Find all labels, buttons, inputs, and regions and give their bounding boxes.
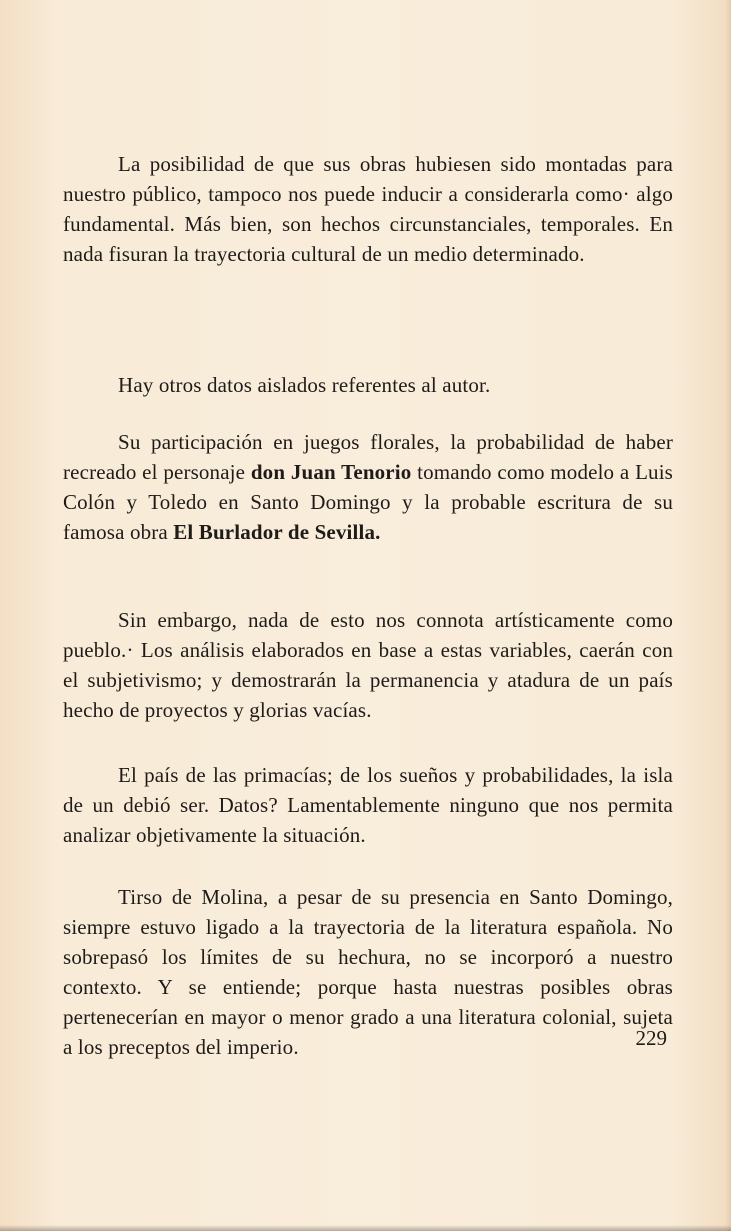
page-edge-shadow-bottom (0, 1225, 731, 1231)
paragraph-3 (63, 427, 673, 547)
paragraph-1 (63, 149, 673, 269)
paragraph-4 (63, 605, 673, 725)
paragraph-3-part-c: tomando como modelo a Luis Colón y Toledo en Santo Domingo y la probable escritura de su famosa obra (63, 460, 674, 544)
paragraph-3-text (63, 427, 673, 547)
page-number: 229 (635, 1026, 667, 1050)
paragraph-5-text: El país de las primacías; de los sueños y probabilidades, la isla de un debió ser. Datos? Lamentablemente ninguno que nos permita analizar objetivamente la situación. (63, 763, 673, 847)
paragraph-5 (63, 760, 673, 850)
paragraph-2 (63, 370, 673, 400)
paragraph-6 (63, 882, 673, 1062)
paragraph-3-part-a: Su participación en juegos florales, la probabilidad de haber recreado el personaje (63, 430, 673, 484)
bold-title-el-burlador-de-sevilla: El Burlador de Sevilla. (173, 520, 381, 544)
paragraph-4-text: Sin embargo, nada de esto nos connota artísticamente como pueblo.· Los análisis elaborados en base a estas variables, caerán con el subjetivismo; y demostrarán la permanencia y atadura de un país hecho de proyectos y glorias vacías. (63, 608, 673, 722)
paragraph-2-text: Hay otros datos aislados referentes al autor. (118, 373, 491, 397)
paragraph-6-text: Tirso de Molina, a pesar de su presencia en Santo Domingo, siempre estuvo ligado a la trayectoria de la literatura española. No sobrepasó los límites de su hechura, no se incorporó a nuestro contexto. Y se entiende; porque hasta nuestras posibles obras pertenecerían en mayor o menor grado a una literatura colonial, sujeta a los preceptos del imperio. (63, 885, 673, 1059)
bold-title-don-juan-tenorio: don Juan Tenorio (250, 460, 412, 484)
paragraph-1-text: La posibilidad de que sus obras hubiesen sido montadas para nuestro público, tampoco nos puede inducir a considerarla como· algo fundamental. Más bien, son hechos circunstanciales, temporales. En nada fisuran la trayectoria cultural de un medio determinado. (63, 152, 673, 266)
page-edge-shadow-right (725, 0, 731, 1231)
